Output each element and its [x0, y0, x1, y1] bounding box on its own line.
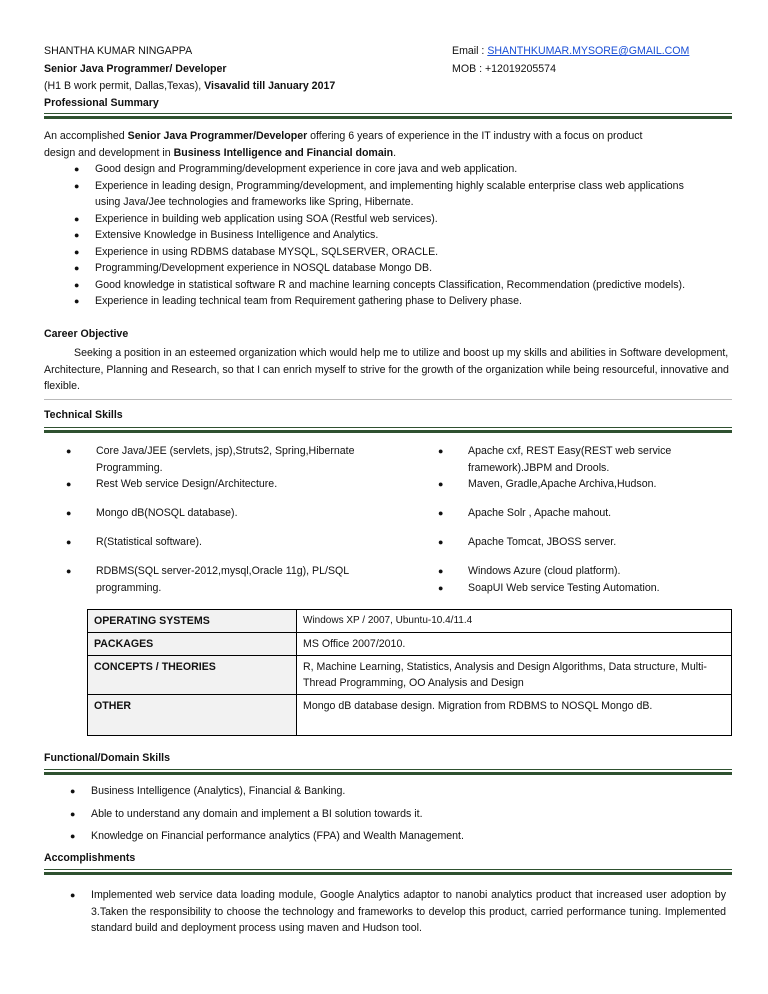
table-key-cell: OPERATING SYSTEMS — [88, 610, 297, 633]
tech-skill-left: ● RDBMS(SQL server-2012,mysql,Oracle 11g), PL/SQL programming. — [66, 565, 349, 594]
table-row — [88, 695, 732, 736]
section-divider — [44, 399, 732, 400]
career-objective-text: Seeking a position in an esteemed organization which would help me to utilize and boost up my skills and abilities in Software development, Architecture, Planning and Research, so that I can enrich myself to strive for the growth of the organization while being resourceful, innovative and flexible. — [44, 347, 729, 392]
technical-skills-heading: Technical Skills — [44, 409, 123, 421]
table-row — [88, 656, 732, 695]
tech-skill-text: Maven, Gradle,Apache Archiva,Hudson. — [468, 478, 657, 490]
list-item: ● Business Intelligence (Analytics), Financial & Banking. — [58, 783, 718, 800]
intro-domain: Business Intelligence and Financial domain — [173, 146, 394, 159]
technical-divider-thin — [44, 427, 732, 428]
intro-text-3: design and development in — [44, 146, 174, 159]
email-link[interactable]: SHANTHKUMAR.MYSORE@GMAIL.COM — [487, 45, 690, 57]
accomplishments-bullet-list — [58, 887, 726, 937]
list-item: ● Good knowledge in statistical software R and machine learning concepts Classification, Recommendation (predictive models). — [62, 277, 702, 294]
phone-number: +12019205574 — [484, 63, 556, 75]
tech-skill-right: ● Maven, Gradle,Apache Archiva,Hudson. — [438, 478, 657, 490]
visa-validity: Visavalid till January 2017 — [204, 80, 336, 92]
career-objective-heading: Career Objective — [44, 328, 129, 340]
tech-skill-right: ● SoapUI Web service Testing Automation. — [438, 582, 660, 594]
table-value-cell: Windows XP / 2007, Ubuntu-10.4/11.4 — [297, 610, 732, 633]
summary-bullet-list — [62, 161, 702, 310]
accomplishments-divider-thin — [44, 869, 732, 870]
technical-divider-thick — [44, 430, 732, 433]
list-item: ● Implemented web service data loading module, Google Analytics adaptor to nanobi analytics product that increased user adoption by 3.Taken the responsibility to choose the technology and frameworks to develop this product, carried performance tuning. Implemented standard build and deployment process using maven and Hudson tool. — [58, 887, 726, 937]
table-value-cell: MS Office 2007/2010. — [297, 633, 732, 656]
list-item: ● Good design and Programming/development experience in core java and web application. — [62, 161, 702, 178]
accomplishments-divider-thick — [44, 872, 732, 875]
tech-skill-left: ● Mongo dB(NOSQL database). — [66, 507, 238, 519]
phone-label: MOB : — [452, 63, 485, 75]
summary-heading: Professional Summary — [44, 97, 159, 109]
table-key-cell: CONCEPTS / THEORIES — [88, 656, 297, 695]
table-key-cell: PACKAGES — [88, 633, 297, 656]
intro-text-1: An accomplished — [44, 130, 128, 142]
list-item: ● Programming/Development experience in NOSQL database Mongo DB. — [62, 260, 702, 277]
list-item: ● Experience in building web application using SOA (Restful web services). — [62, 211, 702, 228]
tech-skill-right: ● Apache Tomcat, JBOSS server. — [438, 536, 617, 548]
tech-skill-right: ● Windows Azure (cloud platform). — [438, 565, 621, 577]
functional-divider-thin — [44, 769, 732, 770]
tech-skill-text: RDBMS(SQL server-2012,mysql,Oracle 11g), PL/SQL programming. — [96, 565, 349, 594]
tech-skill-text: Apache Tomcat, JBOSS server. — [468, 536, 617, 548]
tech-skill-text: Windows Azure (cloud platform). — [468, 565, 621, 577]
table-value-cell: R, Machine Learning, Statistics, Analysis and Design Algorithms, Data structure, Multi-Thread Programming, OO Analysis and Design — [297, 656, 732, 695]
table-value-cell: Mongo dB database design. Migration from RDBMS to NOSQL Mongo dB. — [297, 695, 732, 736]
header-divider-thick — [44, 116, 732, 119]
tech-skill-text: Mongo dB(NOSQL database). — [96, 507, 238, 519]
tech-skill-left: ● R(Statistical software). — [66, 536, 202, 548]
work-status — [44, 80, 335, 92]
list-item: ● Extensive Knowledge in Business Intelligence and Analytics. — [62, 227, 702, 244]
tech-skill-text: Apache Solr , Apache mahout. — [468, 507, 612, 519]
tech-skill-left: ● Core Java/JEE (servlets, jsp),Struts2, Spring,Hibernate Programming. — [66, 445, 355, 474]
tech-skill-text: SoapUI Web service Testing Automation. — [468, 582, 660, 594]
email-line — [452, 45, 689, 57]
tech-skill-right: ● Apache cxf, REST Easy(REST web service framework).JBPM and Drools. — [438, 445, 672, 474]
table-key-cell: OTHER — [88, 695, 297, 736]
intro-text-4: . — [393, 146, 397, 159]
job-title: Senior Java Programmer/ Developer — [44, 63, 227, 75]
list-item: ● Knowledge on Financial performance analytics (FPA) and Wealth Management. — [58, 828, 718, 845]
functional-divider-thick — [44, 772, 732, 775]
functional-skills-heading: Functional/Domain Skills — [44, 752, 170, 764]
list-item: ● Able to understand any domain and implement a BI solution towards it. — [58, 806, 718, 823]
phone-line — [452, 63, 556, 75]
skills-table — [87, 609, 732, 736]
intro-role: Senior Java Programmer/Developer — [127, 130, 308, 142]
tech-skill-right: ● Apache Solr , Apache mahout. — [438, 507, 612, 519]
tech-skill-text: Rest Web service Design/Architecture. — [96, 478, 278, 490]
email-label: Email : — [452, 45, 488, 57]
list-item: ● Experience in leading technical team from Requirement gathering phase to Delivery phase. — [62, 293, 702, 310]
tech-skill-text: R(Statistical software). — [96, 536, 202, 548]
work-status-text: (H1 B work permit, Dallas,Texas), — [44, 80, 205, 92]
accomplishments-heading: Accomplishments — [44, 852, 136, 864]
header-divider-thin — [44, 113, 732, 114]
table-row — [88, 610, 732, 633]
tech-skill-text: Core Java/JEE (servlets, jsp),Struts2, Spring,Hibernate Programming. — [96, 445, 355, 474]
list-item: ● Experience in leading design, Programming/development, and implementing highly scalable enterprise class web applications using Java/Jee technologies and frameworks like Spring, Hibernate. — [62, 178, 702, 211]
tech-skill-left: ● Rest Web service Design/Architecture. — [66, 478, 278, 490]
candidate-name: SHANTHA KUMAR NINGAPPA — [44, 45, 193, 57]
intro-text-2: offering 6 years of experience in the IT industry with a focus on product — [307, 130, 643, 142]
list-item: ● Experience in using RDBMS database MYSQL, SQLSERVER, ORACLE. — [62, 244, 702, 261]
table-row — [88, 633, 732, 656]
functional-bullet-list — [58, 783, 718, 845]
tech-skill-text: Apache cxf, REST Easy(REST web service framework).JBPM and Drools. — [468, 445, 672, 474]
summary-intro — [44, 128, 734, 161]
